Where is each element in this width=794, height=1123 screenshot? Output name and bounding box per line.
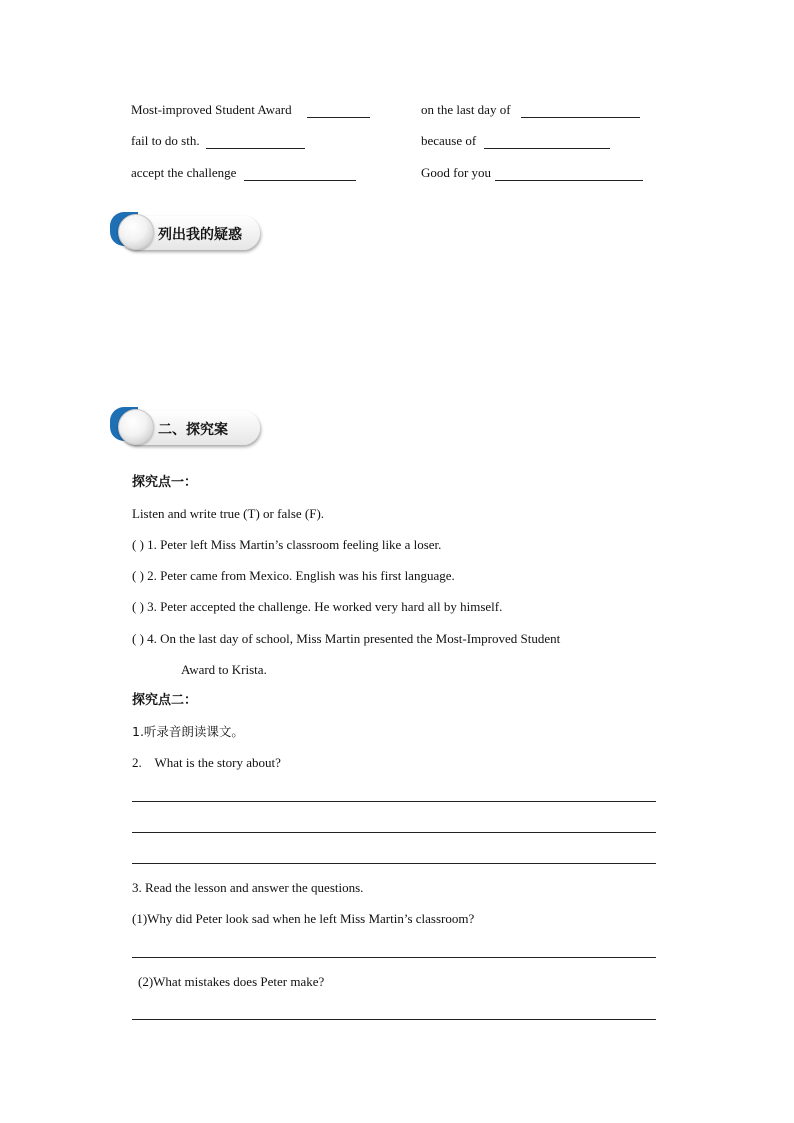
vocab-blank[interactable]: [495, 180, 643, 181]
answer-line[interactable]: [132, 801, 656, 802]
section-title: 二、探究案: [158, 422, 228, 438]
point1-instruction: Listen and write true (T) or false (F).: [132, 506, 325, 521]
point2-q3: 3. Read the lesson and answer the questions.: [132, 880, 364, 895]
answer-line[interactable]: [132, 957, 656, 958]
point2-heading: 探究点二：: [132, 693, 198, 708]
tf-item-4-continued: Award to Krista.: [181, 662, 267, 677]
vocab-right-3: Good for you: [421, 165, 492, 180]
vocab-left-3: accept the challenge: [131, 165, 237, 180]
tf-item-4[interactable]: ( ) 4. On the last day of school, Miss Martin presented the Most-Improved Student: [132, 631, 561, 646]
vocab-blank[interactable]: [244, 180, 356, 181]
point2-q3-1: (1)Why did Peter look sad when he left Miss Martin’s classroom?: [132, 911, 475, 926]
vocab-left-2: fail to do sth.: [131, 133, 200, 148]
section-title: 列出我的疑惑: [158, 227, 242, 243]
tf-item-3[interactable]: ( ) 3. Peter accepted the challenge. He worked very hard all by himself.: [132, 599, 503, 614]
vocab-blank[interactable]: [521, 117, 640, 118]
tf-item-1[interactable]: ( ) 1. Peter left Miss Martin’s classroom feeling like a loser.: [132, 537, 442, 552]
vocab-right-1: on the last day of: [421, 102, 511, 117]
section-header-doubts: [110, 210, 262, 254]
point2-q3-2: (2)What mistakes does Peter make?: [138, 974, 325, 989]
tf-item-2[interactable]: ( ) 2. Peter came from Mexico. English was his first language.: [132, 568, 455, 583]
point2-q2: 2. What is the story about?: [132, 755, 281, 770]
vocab-right-2: because of: [421, 133, 477, 148]
point2-q1: 1.听录音朗读课文。: [132, 724, 244, 739]
answer-line[interactable]: [132, 863, 656, 864]
point1-heading: 探究点一：: [132, 475, 198, 490]
section-header-explore: [110, 405, 262, 449]
header-circle-icon: [118, 214, 154, 250]
header-circle-icon: [118, 409, 154, 445]
vocab-blank[interactable]: [206, 148, 305, 149]
vocab-left-1: Most-improved Student Award: [131, 102, 292, 117]
vocab-blank[interactable]: [307, 117, 370, 118]
vocab-blank[interactable]: [484, 148, 610, 149]
answer-line[interactable]: [132, 832, 656, 833]
answer-line[interactable]: [132, 1019, 656, 1020]
